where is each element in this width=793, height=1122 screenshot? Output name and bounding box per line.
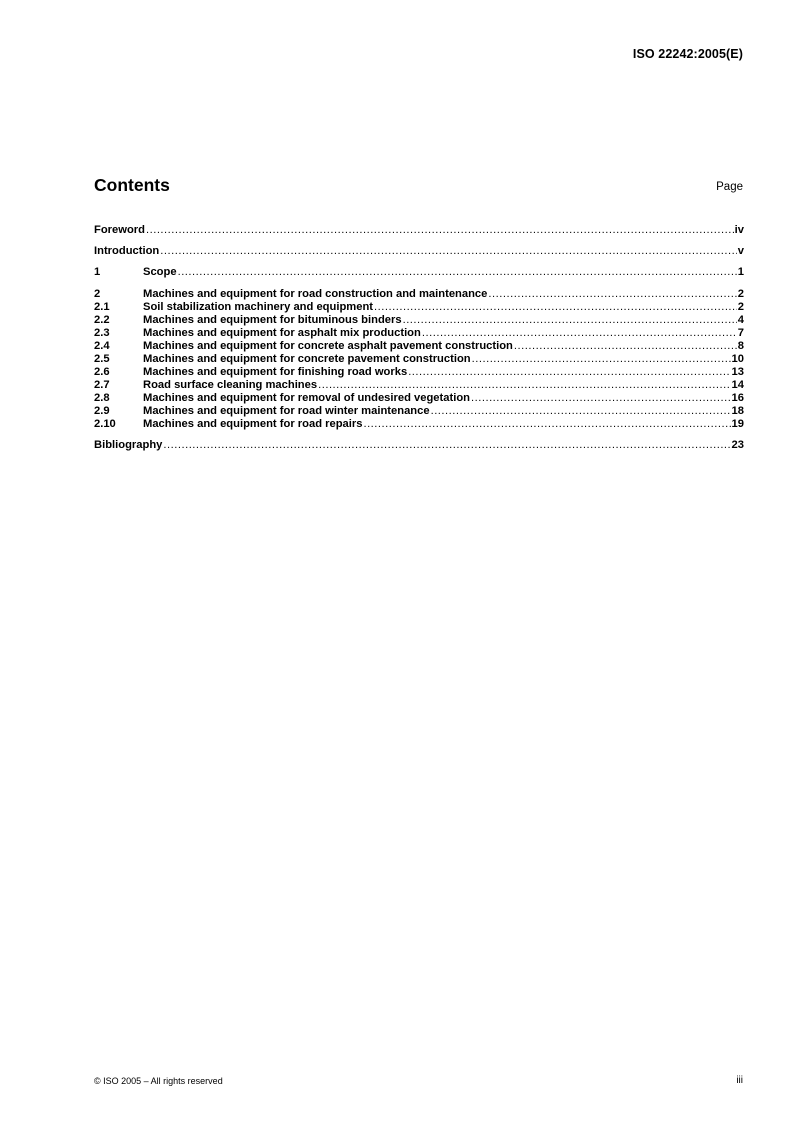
toc-entry-page: 23	[731, 439, 744, 451]
toc-entry-2-7[interactable]	[94, 379, 744, 392]
toc-entry-title: Road surface cleaning machines	[143, 379, 318, 391]
toc-entry-number: 2.9	[94, 405, 110, 417]
toc-entry-number: 2.6	[94, 366, 110, 378]
toc-entry-page: iv	[734, 224, 744, 236]
toc-entry-page: 16	[731, 392, 744, 404]
toc-entry-page: 8	[737, 340, 744, 352]
document-code: ISO 22242:2005(E)	[632, 47, 743, 61]
toc-entry-title: Machines and equipment for finishing road works	[143, 366, 408, 378]
dot-leader	[431, 405, 731, 418]
toc-entry-number: 2.1	[94, 301, 110, 313]
toc-entry-number: 2	[94, 288, 101, 300]
toc-entry-introduction[interactable]	[94, 245, 744, 258]
toc-entry-foreword[interactable]	[94, 224, 744, 237]
toc-entry-title: Machines and equipment for asphalt mix production	[143, 327, 421, 339]
dot-leader	[163, 439, 730, 452]
toc-entry-page: 18	[731, 405, 744, 417]
contents-heading: Contents	[94, 175, 170, 195]
dot-leader	[146, 224, 734, 237]
dot-leader	[488, 288, 736, 301]
toc-entry-page: 1	[737, 266, 744, 278]
toc-entry-title: Machines and equipment for concrete pavement construction	[143, 353, 471, 365]
toc-entry-number: 1	[94, 266, 101, 278]
dot-leader	[363, 418, 730, 431]
toc-entry-page: 19	[731, 418, 744, 430]
toc-entry-page: 2	[737, 301, 744, 313]
toc-entry-number: 2.4	[94, 340, 110, 352]
dot-leader	[178, 266, 737, 279]
toc-entry-title: Machines and equipment for road repairs	[143, 418, 363, 430]
dot-leader	[374, 301, 737, 314]
toc-entry-page: 7	[737, 327, 744, 339]
toc-entry-number: 2.8	[94, 392, 110, 404]
dot-leader	[514, 340, 737, 353]
toc-entry-number: 2.7	[94, 379, 110, 391]
dot-leader	[318, 379, 730, 392]
page-column-label: Page	[716, 181, 743, 193]
copyright-notice: © ISO 2005 – All rights reserved	[94, 1076, 223, 1086]
toc-entry-number: 2.10	[94, 418, 116, 430]
toc-entry-title: Scope	[143, 266, 177, 278]
toc-entry-2-6[interactable]	[94, 366, 744, 379]
toc-entry-number: 2.5	[94, 353, 110, 365]
page-number: iii	[736, 1075, 743, 1086]
toc-entry-title: Machines and equipment for removal of undesired vegetation	[143, 392, 470, 404]
toc-entry-2-3[interactable]	[94, 327, 744, 340]
toc-entry-title: Introduction	[94, 245, 160, 257]
dot-leader	[471, 392, 731, 405]
toc-entry-2-9[interactable]	[94, 405, 744, 418]
toc-entry-title: Machines and equipment for bituminous binders	[143, 314, 402, 326]
toc-entry-2-10[interactable]	[94, 418, 744, 431]
dot-leader	[160, 245, 737, 258]
toc-entry-page: v	[737, 245, 744, 257]
dot-leader	[403, 314, 737, 327]
toc-entry-title: Machines and equipment for concrete asphalt pavement construction	[143, 340, 513, 352]
toc-entry-2-1[interactable]	[94, 301, 744, 314]
toc-entry-page: 4	[737, 314, 744, 326]
toc-entry-title: Bibliography	[94, 439, 163, 451]
toc-entry-2-8[interactable]	[94, 392, 744, 405]
toc-entry-number: 2.2	[94, 314, 110, 326]
toc-entry-number: 2.3	[94, 327, 110, 339]
toc-entry-2-5[interactable]	[94, 353, 744, 366]
table-of-contents	[94, 224, 744, 452]
dot-leader	[408, 366, 730, 379]
dot-leader	[472, 353, 731, 366]
toc-entry-scope[interactable]	[94, 266, 744, 279]
toc-entry-2-4[interactable]	[94, 340, 744, 353]
toc-entry-title: Machines and equipment for road construction and maintenance	[143, 288, 488, 300]
toc-entry-section-2[interactable]	[94, 288, 744, 301]
dot-leader	[422, 327, 737, 340]
toc-entry-2-2[interactable]	[94, 314, 744, 327]
toc-entry-page: 2	[737, 288, 744, 300]
toc-entry-page: 14	[731, 379, 744, 391]
toc-entry-page: 13	[731, 366, 744, 378]
toc-entry-page: 10	[731, 353, 744, 365]
toc-entry-title: Machines and equipment for road winter maintenance	[143, 405, 430, 417]
toc-entry-bibliography[interactable]	[94, 439, 744, 452]
toc-entry-title: Soil stabilization machinery and equipment	[143, 301, 374, 313]
toc-entry-title: Foreword	[94, 224, 145, 236]
